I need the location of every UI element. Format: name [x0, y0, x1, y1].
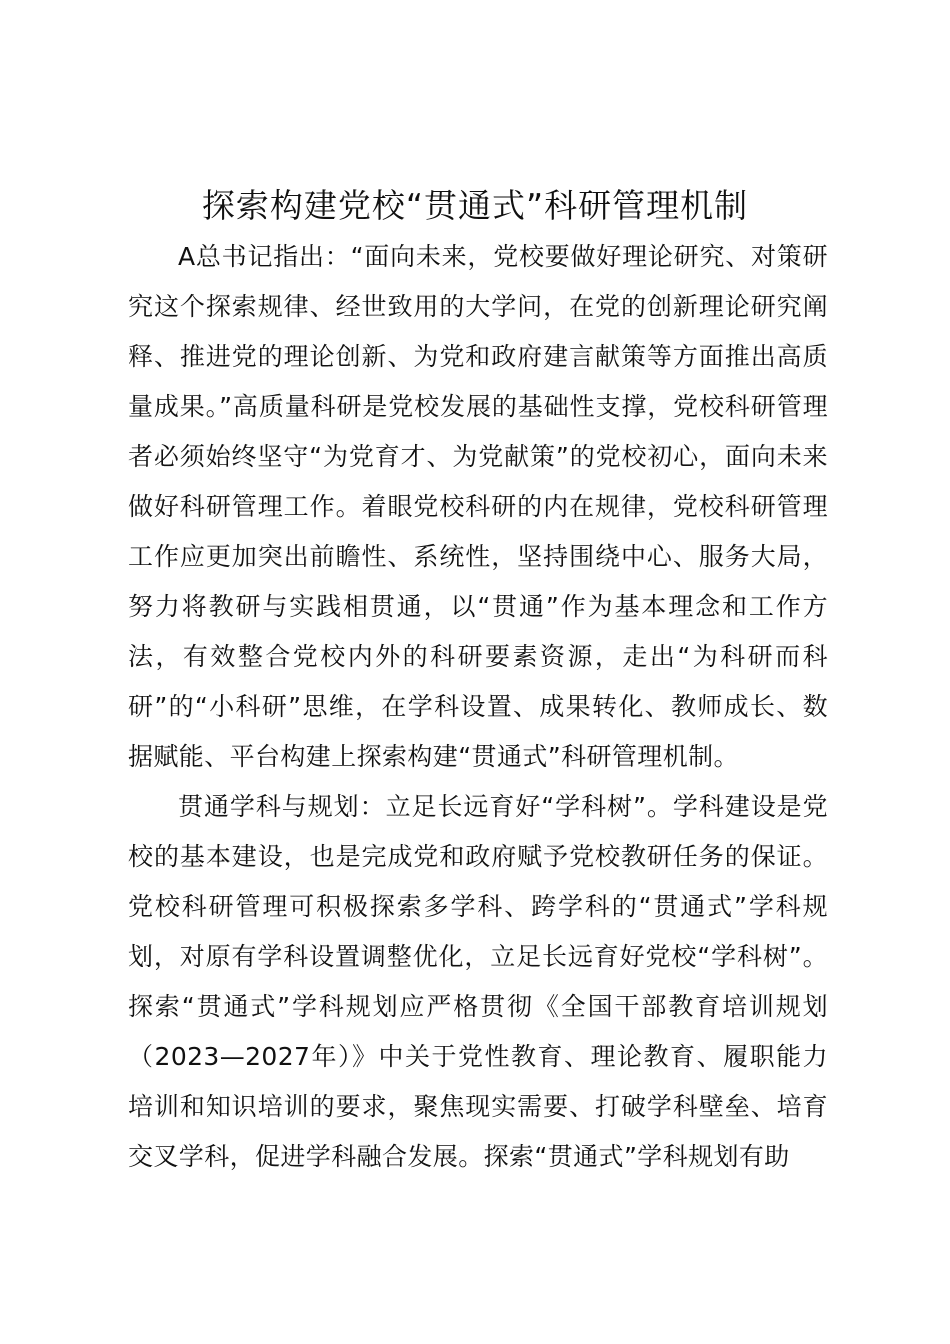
- paragraph: 贯通学科与规划：立足长远育好“学科树”。学科建设是党校的基本建设，也是完成党和政府赋予党校教研任务的保证。党校科研管理可积极探索多学科、跨学科的“贯通式”学科规划，对原有学科设置调整优化，立足长远育好党校“学科树”。探索“贯通式”学科规划应严格贯彻《全国干部教育培训规划（2023—2027年）》中关于党性教育、理论教育、履职能力培训和知识培训的要求，聚焦现实需要、打破学科壁垒、培育交叉学科，促进学科融合发展。探索“贯通式”学科规划有助: [128, 792, 828, 1171]
- document-title: 探索构建党校“贯通式”科研管理机制: [201, 186, 749, 225]
- paragraph: A总书记指出：“面向未来，党校要做好理论研究、对策研究这个探索规律、经世致用的大学问，在党的创新理论研究阐释、推进党的理论创新、为党和政府建言献策等方面推出高质量成果。”高质量科研是党校发展的基础性支撑，党校科研管理者必须始终坚守“为党育才、为党献策”的党校初心，面向未来做好科研管理工作。着眼党校科研的内在规律，党校科研管理工作应更加突出前瞻性、系统性，坚持围绕中心、服务大局，努力将教研与实践相贯通，以“贯通”作为基本理念和工作方法，有效整合党校内外的科研要素资源，走出“为科研而科研”的“小科研”思维，在学科设置、成果转化、教师成长、数据赋能、平台构建上探索构建“贯通式”科研管理机制。: [128, 242, 828, 771]
- document-body: [128, 232, 828, 1182]
